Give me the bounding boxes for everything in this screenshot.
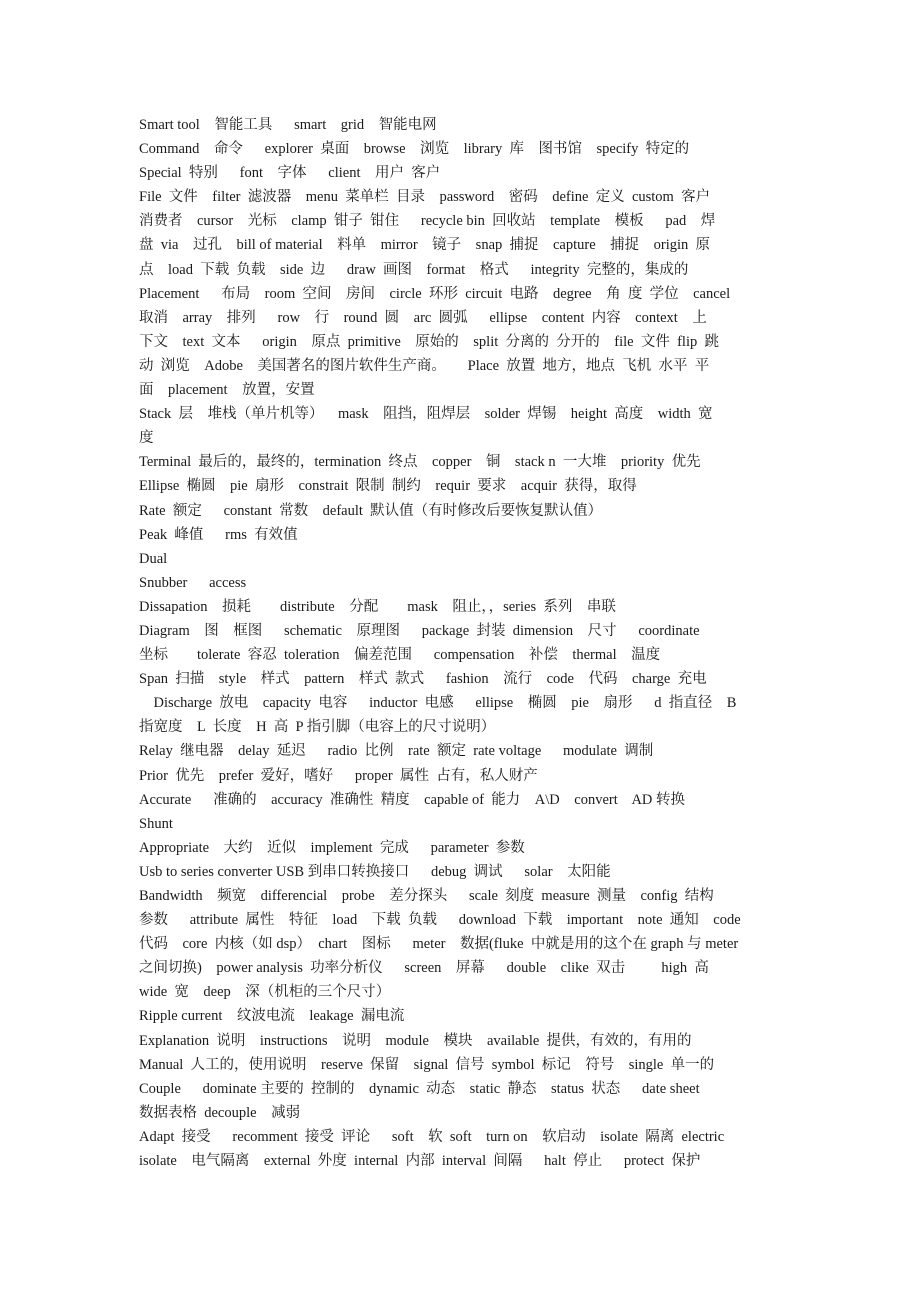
text-line: Diagram 图 框图 schematic 原理图 package 封装 dimension 尺寸 coordinate <box>139 622 700 639</box>
text-line: File 文件 filter 滤波器 menu 菜单栏 目录 password 密码 define 定义 custom 客户 <box>139 189 711 206</box>
document-body <box>139 113 815 1173</box>
text-line: 点 load 下载 负载 side 边 draw 画图 format 格式 integrity 完整的，集成的 <box>139 261 689 278</box>
text-line: 指宽度 L 长度 H 高 P 指引脚（电容上的尺寸说明） <box>139 719 496 736</box>
text-line: 面 placement 放置，安置 <box>139 382 315 399</box>
text-line: 代码 core 内核（如 dsp） chart 图标 meter 数据(fluke 中就是用的这个在 graph 与 meter <box>139 936 739 953</box>
text-line: 坐标 tolerate 容忍 toleration 偏差范围 compensation 补偿 thermal 温度 <box>139 647 661 664</box>
text-line: Smart tool 智能工具 smart grid 智能电网 <box>139 117 437 133</box>
text-line: Usb to series converter USB 到串口转换接口 debug 调试 solar 太阳能 <box>139 863 611 880</box>
text-line: Special 特别 font 字体 client 用户 客户 <box>139 165 441 182</box>
text-line: Snubber access <box>139 574 247 591</box>
text-line: 盘 via 过孔 bill of material 料单 mirror 镜子 snap 捕捉 capture 捕捉 origin 原 <box>139 237 711 254</box>
text-line: Relay 继电器 delay 延迟 radio 比例 rate 额定 rate voltage modulate 调制 <box>139 743 654 760</box>
text-line: Rate 额定 constant 常数 default 默认值（有时修改后要恢复默认值） <box>139 502 603 519</box>
text-line: Discharge 放电 capacity 电容 inductor 电感 ellipse 椭圆 pie 扇形 d 指直径 B <box>139 695 737 712</box>
text-line: Appropriate 大约 近似 implement 完成 parameter 参数 <box>139 839 525 856</box>
text-line: Bandwidth 频宽 differencial probe 差分探头 scale 刻度 measure 测量 config 结构 <box>139 888 714 904</box>
text-line: Prior 优先 prefer 爱好，嗜好 proper 属性 占有，私人财产 <box>139 767 538 784</box>
text-line: Command 命令 explorer 桌面 browse 浏览 library 库 图书馆 specify 特定的 <box>139 141 690 158</box>
text-line: 数据表格 decouple 减弱 <box>139 1104 301 1121</box>
text-line: Ripple current 纹波电流 leakage 漏电流 <box>139 1008 405 1025</box>
text-line: Dual <box>139 550 168 567</box>
text-line: Stack 层 堆栈（单片机等） mask 阻挡，阻焊层 solder 焊锡 height 高度 width 宽 <box>139 406 713 423</box>
text-line: 取消 array 排列 row 行 round 圆 arc 圆弧 ellipse content 内容 context 上 <box>139 309 707 326</box>
text-line: Terminal 最后的，最终的，termination 终点 copper 铜 stack n 一大堆 priority 优先 <box>139 454 701 471</box>
text-line: Manual 人工的，使用说明 reserve 保留 signal 信号 symbol 标记 符号 single 单一的 <box>139 1056 715 1073</box>
text-line: Ellipse 椭圆 pie 扇形 constrait 限制 制约 requir 要求 acquir 获得，取得 <box>139 478 637 495</box>
text-line: 参数 attribute 属性 特征 load 下载 负载 download 下载 important note 通知 code <box>139 912 741 929</box>
text-line: Couple dominate 主要的 控制的 dynamic 动态 static 静态 status 状态 date sheet <box>139 1080 700 1097</box>
text-line: 消费者 cursor 光标 clamp 钳子 钳住 recycle bin 回收站 template 模板 pad 焊 <box>139 213 716 230</box>
text-line: 动 浏览 Adobe 美国著名的图片软件生产商。 Place 放置 地方，地点 飞机 水平 平 <box>139 357 710 374</box>
text-line: Placement 布局 room 空间 房间 circle 环形 circuit 电路 degree 角 度 学位 cancel <box>139 285 731 302</box>
text-line: 下文 text 文本 origin 原点 primitive 原始的 split 分离的 分开的 file 文件 flip 跳 <box>139 333 719 350</box>
text-line: Peak 峰值 rms 有效值 <box>139 526 298 543</box>
text-line: Explanation 说明 instructions 说明 module 模块 available 提供，有效的，有用的 <box>139 1032 692 1049</box>
text-line: Dissapation 损耗 distribute 分配 mask 阻止，，series 系列 串联 <box>139 598 616 615</box>
text-line: 之间切换) power analysis 功率分析仪 screen 屏幕 double clike 双击 high 高 <box>139 960 709 977</box>
text-line: isolate 电气隔离 external 外度 internal 内部 interval 间隔 halt 停止 protect 保护 <box>139 1153 701 1170</box>
text-line: wide 宽 deep 深（机柜的三个尺寸） <box>139 984 391 1001</box>
text-line: Adapt 接受 recomment 接受 评论 soft 软 soft turn on 软启动 isolate 隔离 electric <box>139 1128 725 1145</box>
text-line: Span 扫描 style 样式 pattern 样式 款式 fashion 流行 code 代码 charge 充电 <box>139 671 707 688</box>
text-line: Shunt <box>139 815 173 832</box>
text-line: 度 <box>139 430 154 447</box>
text-line: Accurate 准确的 accuracy 准确性 精度 capable of 能力 A\D convert AD 转换 <box>139 791 686 808</box>
